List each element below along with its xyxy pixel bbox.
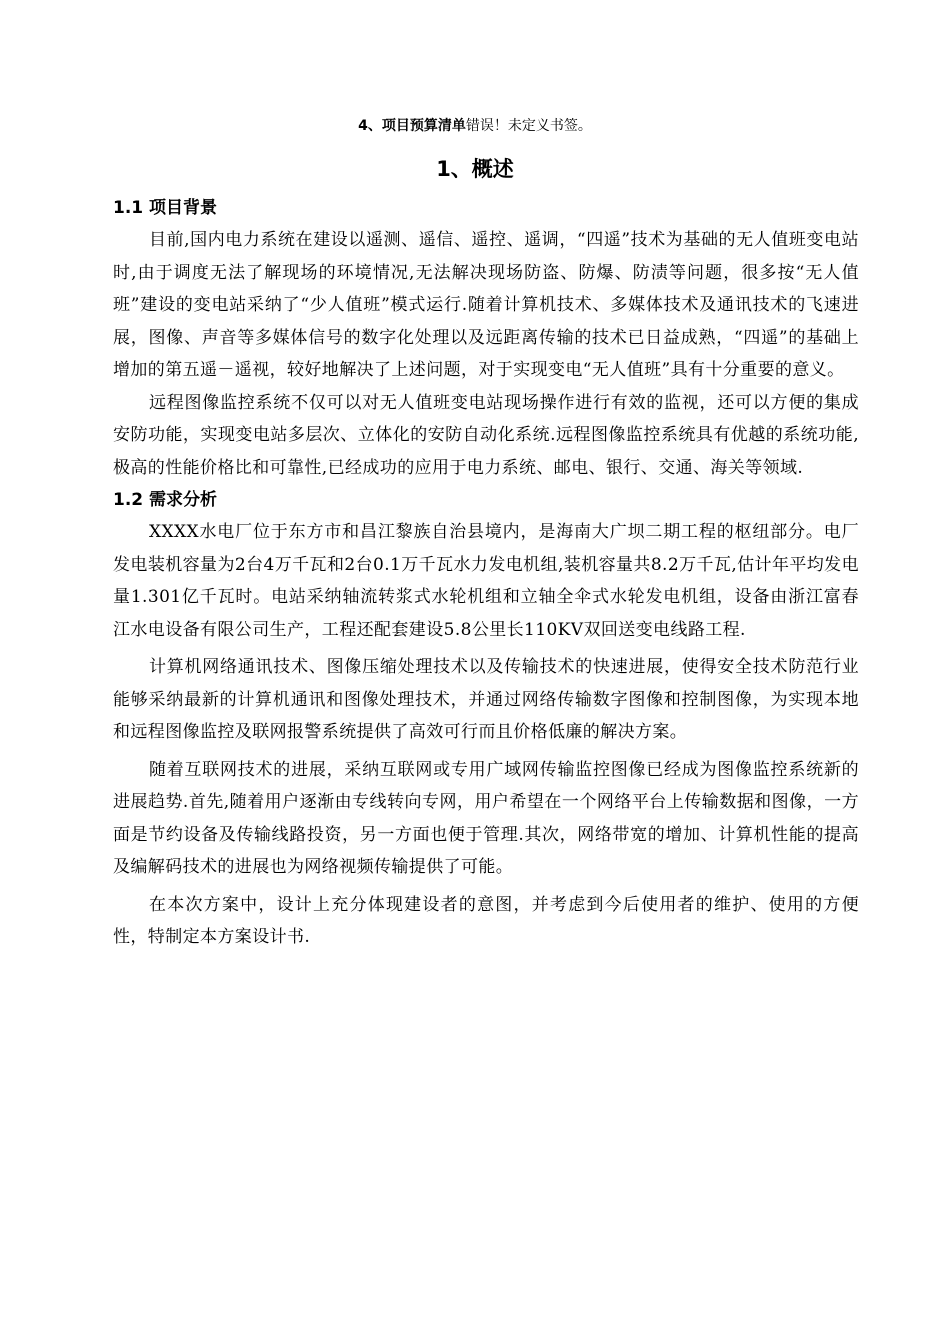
paragraph: XXXX水电厂位于东方市和昌江黎族自治县境内，是海南大广坝二期工程的枢纽部分。电厂发电装机容量为2台4万千瓦和2台0.1万千瓦水力发电机组,装机容量共8.2万千瓦,估计年平均发电量1.301亿千瓦时。电站采纳轴流转浆式水轮机组和立轴全伞式水轮发电机组，设备由浙江富春江水电设备有限公司生产，工程还配套建设5.8公里长110KV双回送变电线路工程. [113, 522, 859, 640]
toc-entry-label: 4、项目预算清单 [358, 118, 466, 134]
section-heading-background: 1.1 项目背景 [113, 198, 218, 218]
paragraph: 目前,国内电力系统在建设以遥测、遥信、遥控、遥调，“四遥”技术为基础的无人值班变电站时,由于调度无法了解现场的环境情况,无法解决现场防盗、防爆、防渍等问题，很多按“无人值班”建设的变电站采纳了“少人值班”模式运行.随着计算机技术、多媒体技术及通讯技术的飞速进展，图像、声音等多媒体信号的数字化处理以及远距离传输的技术已日益成熟，“四遥”的基础上增加的第五遥－遥视，较好地解决了上述问题，对于实现变电“无人值班”具有十分重要的意义。 [113, 230, 859, 380]
paragraph: 随着互联网技术的进展，采纳互联网或专用广域网传输监控图像已经成为图像监控系统新的进展趋势.首先,随着用户逐渐由专线转向专网，用户希望在一个网络平台上传输数据和图像，一方面是节约设备及传输线路投资，另一方面也便于管理.其次，网络带宽的增加、计算机性能的提高及编解码技术的进展也为网络视频传输提供了可能。 [113, 759, 859, 877]
section-heading-requirements: 1.2 需求分析 [113, 490, 218, 510]
chapter-title: 1、概述 [436, 157, 514, 181]
paragraph: 计算机网络通讯技术、图像压缩处理技术以及传输技术的快速进展，使得安全技术防范行业能够采纳最新的计算机通讯和图像处理技术，并通过网络传输数字图像和控制图像，为实现本地和远程图像监控及联网报警系统提供了高效可行而且价格低廉的解决方案。 [113, 657, 859, 742]
toc-entry[interactable] [0, 116, 950, 136]
paragraph: 远程图像监控系统不仅可以对无人值班变电站现场操作进行有效的监视，还可以方便的集成安防功能，实现变电站多层次、立体化的安防自动化系统.远程图像监控系统具有优越的系统功能,极高的性能价格比和可靠性,已经成功的应用于电力系统、邮电、银行、交通、海关等领域. [113, 392, 859, 478]
document-body [113, 192, 859, 954]
toc-error-text: 错误！未定义书签。 [465, 118, 592, 134]
paragraph: 在本次方案中，设计上充分体现建设者的意图，并考虑到今后使用者的维护、使用的方便性，特制定本方案设计书. [113, 894, 859, 947]
